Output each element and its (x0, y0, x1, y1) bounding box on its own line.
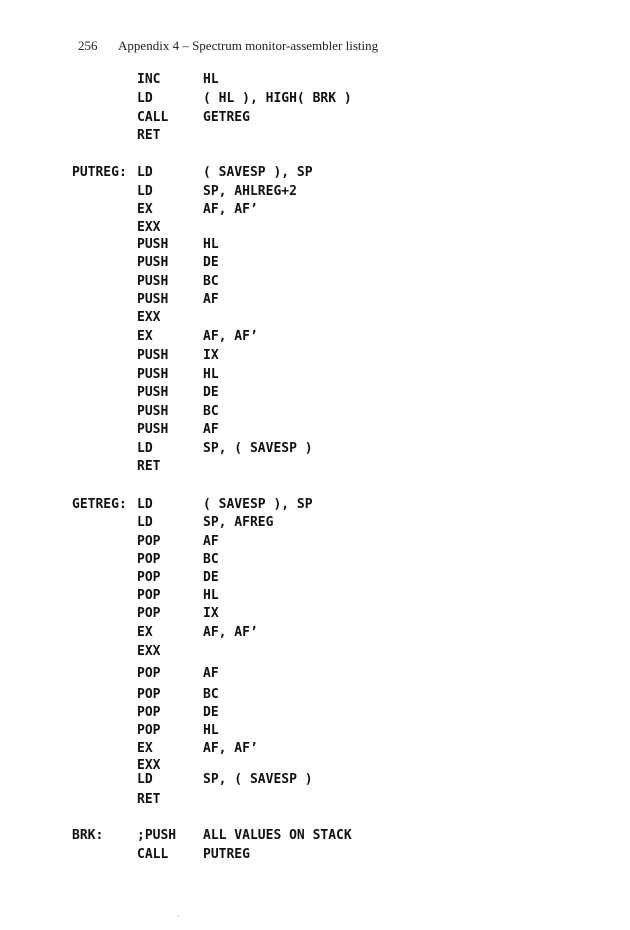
line-opcode: POP (137, 687, 161, 702)
line-label: GETREG: (72, 497, 127, 512)
line-opcode: RET (137, 128, 161, 143)
line-opcode: POP (137, 705, 161, 720)
line-operand: BC (203, 552, 219, 567)
line-opcode: PUSH (137, 367, 169, 382)
line-operand: HL (203, 588, 219, 603)
line-opcode: RET (137, 459, 161, 474)
line-opcode: POP (137, 552, 161, 567)
line-operand: SP, ( SAVESP ) (203, 441, 313, 456)
line-operand: DE (203, 255, 219, 270)
line-operand: ( SAVESP ), SP (203, 165, 313, 180)
line-opcode: LD (137, 91, 153, 106)
line-opcode: ;PUSH (137, 828, 177, 843)
line-opcode: POP (137, 606, 161, 621)
line-operand: HL (203, 72, 219, 87)
line-opcode: PUSH (137, 348, 169, 363)
line-opcode: PUSH (137, 255, 169, 270)
line-opcode: PUSH (137, 404, 169, 419)
line-operand: IX (203, 348, 219, 363)
line-operand: HL (203, 723, 219, 738)
line-opcode: LD (137, 515, 153, 530)
line-opcode: CALL (137, 110, 169, 125)
line-operand: SP, ( SAVESP ) (203, 772, 313, 787)
line-opcode: INC (137, 72, 161, 87)
line-opcode: EXX (137, 644, 161, 659)
line-opcode: CALL (137, 847, 169, 862)
line-opcode: LD (137, 441, 153, 456)
line-opcode: EX (137, 202, 153, 217)
line-operand: DE (203, 705, 219, 720)
line-opcode: POP (137, 666, 161, 681)
line-opcode: LD (137, 165, 153, 180)
line-opcode: POP (137, 570, 161, 585)
page-title: Appendix 4 – Spectrum monitor-assembler listing (118, 38, 379, 53)
line-label: PUTREG: (72, 165, 127, 180)
page-number: 256 (78, 38, 98, 53)
line-opcode: RET (137, 792, 161, 807)
line-operand: BC (203, 274, 219, 289)
line-operand: ( HL ), HIGH( BRK ) (203, 91, 352, 106)
line-operand: BC (203, 687, 219, 702)
line-operand: AF, AF’ (203, 202, 258, 217)
line-opcode: LD (137, 772, 153, 787)
line-operand: AF, AF’ (203, 329, 258, 344)
line-opcode: PUSH (137, 422, 169, 437)
line-opcode: LD (137, 184, 153, 199)
page-speck (177, 915, 179, 917)
line-operand: AF (203, 292, 219, 307)
line-operand: DE (203, 570, 219, 585)
line-opcode: EX (137, 741, 153, 756)
line-opcode: POP (137, 534, 161, 549)
line-operand: AF, AF’ (203, 625, 258, 640)
line-operand: PUTREG (203, 847, 250, 862)
line-opcode: PUSH (137, 274, 169, 289)
line-operand: BC (203, 404, 219, 419)
line-operand: SP, AFREG (203, 515, 274, 530)
line-opcode: POP (137, 723, 161, 738)
line-opcode: EX (137, 329, 153, 344)
line-opcode: POP (137, 588, 161, 603)
line-operand: ( SAVESP ), SP (203, 497, 313, 512)
line-operand: DE (203, 385, 219, 400)
line-operand: IX (203, 606, 219, 621)
line-label: BRK: (72, 828, 104, 843)
line-operand: ALL VALUES ON STACK (203, 828, 352, 843)
line-opcode: LD (137, 497, 153, 512)
line-opcode: EXX (137, 310, 161, 325)
line-opcode: PUSH (137, 292, 169, 307)
line-operand: AF (203, 666, 219, 681)
line-opcode: EXX (137, 220, 161, 235)
line-opcode: EXX (137, 758, 161, 773)
line-opcode: EX (137, 625, 153, 640)
line-opcode: PUSH (137, 237, 169, 252)
line-operand: GETREG (203, 110, 250, 125)
line-operand: AF (203, 422, 219, 437)
line-operand: SP, AHLREG+2 (203, 184, 297, 199)
line-opcode: PUSH (137, 385, 169, 400)
line-operand: AF (203, 534, 219, 549)
line-operand: AF, AF’ (203, 741, 258, 756)
line-operand: HL (203, 367, 219, 382)
line-operand: HL (203, 237, 219, 252)
